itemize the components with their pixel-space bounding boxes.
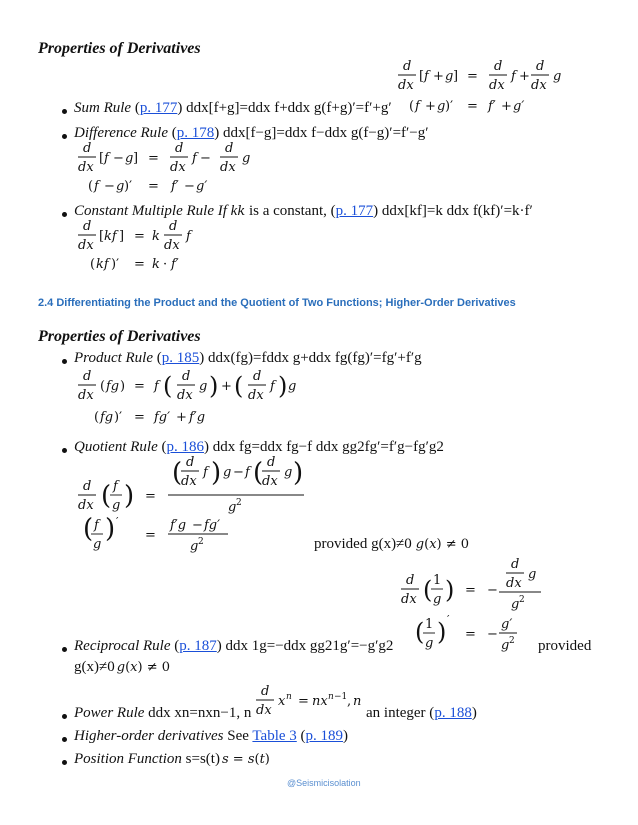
- reciprocal-provided-cont: g(x)≠0 g(x) ≠ 0: [74, 659, 170, 675]
- svg-text:f: f: [94, 518, 99, 533]
- table-3-link[interactable]: Table 3: [252, 728, 297, 744]
- svg-text:=: =: [134, 410, 145, 425]
- difference-rule-item: Difference Rule (p. 178) ddx[f−g]=ddx f−ddx g(f−g)′=f′−g′: [74, 125, 429, 141]
- svg-text:−: −: [487, 627, 498, 642]
- quotient-rule-item: Quotient Rule (p. 186) ddx fg=ddx fg−f ddx gg2fg′=f′g−fg′g2: [74, 439, 444, 455]
- page-link-177[interactable]: p. 177: [139, 100, 178, 116]
- svg-text:d: d: [536, 59, 545, 74]
- svg-text:=: =: [145, 489, 156, 504]
- svg-text:d: d: [169, 219, 178, 234]
- svg-text:−: −: [487, 583, 498, 598]
- difference-rule-formula: [72, 140, 282, 198]
- rule-name: Reciprocal Rule: [74, 638, 171, 654]
- svg-text:−: −: [200, 151, 211, 166]
- svg-text:k: k: [152, 257, 160, 272]
- quotient-rule-formula: [72, 455, 312, 560]
- page-link-178[interactable]: p. 178: [176, 125, 215, 141]
- svg-text:(: (: [415, 618, 425, 646]
- svg-text:dx: dx: [170, 160, 186, 175]
- rule-name: Sum Rule: [74, 100, 132, 116]
- svg-text:): ): [293, 458, 304, 488]
- svg-text:=: =: [134, 229, 145, 244]
- section-heading-1: Properties of Derivatives: [38, 40, 201, 57]
- section-heading-2: Properties of Derivatives: [38, 328, 201, 345]
- svg-text:]: ]: [119, 229, 125, 244]
- svg-text:+: +: [433, 69, 444, 84]
- svg-text:f: f: [415, 99, 420, 114]
- svg-text:f: f: [424, 69, 429, 84]
- svg-text:=: =: [145, 528, 156, 543]
- svg-text:fg: fg: [106, 379, 120, 394]
- svg-text:,: ,: [347, 694, 352, 709]
- svg-text:]: ]: [133, 151, 139, 166]
- svg-text:d: d: [494, 59, 503, 74]
- svg-text:=: =: [148, 179, 159, 194]
- product-rule-formula: [72, 366, 312, 430]
- svg-text:)′: )′: [114, 410, 123, 425]
- svg-text:dx: dx: [248, 388, 264, 403]
- svg-text:dx: dx: [398, 78, 414, 93]
- svg-text:=: =: [134, 257, 145, 272]
- svg-text:fg′: fg′: [154, 410, 171, 425]
- svg-text:g: g: [190, 539, 199, 554]
- svg-text:(: (: [423, 576, 433, 604]
- svg-text:2: 2: [198, 537, 204, 547]
- position-function-item: Position Function s=s(t) s = s(t): [74, 751, 270, 767]
- rule-name: Higher-order derivatives: [74, 728, 224, 744]
- svg-text:1: 1: [433, 573, 442, 588]
- svg-text:=: =: [465, 627, 476, 642]
- svg-text:(: (: [88, 179, 94, 194]
- svg-text:g: g: [501, 638, 510, 653]
- svg-text:g: g: [425, 636, 434, 651]
- svg-text:=: =: [148, 151, 159, 166]
- svg-text:d: d: [83, 219, 92, 234]
- svg-text:−: −: [104, 179, 115, 194]
- higher-order-item: Higher-order derivatives See Table 3 (p. 189): [74, 728, 349, 744]
- svg-text:f′g: f′g: [170, 518, 187, 533]
- rule-text: See: [227, 728, 253, 744]
- svg-text:(: (: [409, 99, 415, 114]
- svg-text:d: d: [406, 573, 415, 588]
- svg-text:f′: f′: [171, 257, 179, 272]
- svg-text:d: d: [83, 479, 92, 494]
- svg-text:n: n: [286, 692, 292, 702]
- reciprocal-provided-word: provided: [538, 638, 592, 654]
- rule-text: ddx[f−g]=ddx f−ddx g(f−g)′=f′−g′: [222, 125, 429, 141]
- svg-text:dx: dx: [401, 592, 417, 607]
- constant-multiple-rule-item: Constant Multiple Rule If kk is a constant, (p. 177) ddx[kf]=k ddx f(kf)′=k·f′: [74, 203, 533, 219]
- svg-text:f: f: [104, 151, 109, 166]
- reciprocal-rule-item: Reciprocal Rule (p. 187) ddx 1g=−ddx gg21g′=−g′g2: [74, 638, 394, 654]
- svg-text:dx: dx: [489, 78, 505, 93]
- svg-text:g: g: [288, 379, 297, 394]
- svg-text:g: g: [228, 500, 237, 515]
- svg-text:(: (: [100, 379, 106, 394]
- power-rule-suffix: an integer (p. 188): [366, 705, 477, 721]
- svg-text:g: g: [93, 537, 102, 552]
- svg-text:d: d: [182, 369, 191, 384]
- rule-name: Power Rule: [74, 705, 145, 721]
- svg-text:): ): [211, 458, 222, 488]
- rule-text: ) ddx[kf]=k ddx f(kf)′=k·f′: [373, 203, 533, 219]
- page-link-187[interactable]: p. 187: [179, 638, 217, 654]
- svg-text:g: g: [125, 151, 134, 166]
- page-link-188[interactable]: p. 188: [434, 705, 472, 721]
- rule-text: ddx fg=ddx fg−f ddx gg2fg′=f′g−fg′g2: [212, 439, 444, 455]
- rule-after: is a constant, (: [245, 203, 336, 219]
- svg-text:dx: dx: [262, 474, 278, 489]
- svg-text:(: (: [163, 372, 173, 400]
- svg-text:dx: dx: [256, 703, 272, 718]
- svg-text:n: n: [353, 694, 362, 709]
- svg-text:): ): [105, 514, 116, 544]
- constant-multiple-formula: [72, 218, 232, 276]
- svg-text:dx: dx: [181, 474, 197, 489]
- svg-text:+: +: [519, 69, 530, 84]
- svg-text:dx: dx: [78, 498, 94, 513]
- svg-text:[: [: [419, 69, 425, 84]
- svg-text:dx: dx: [177, 388, 193, 403]
- svg-text:g: g: [528, 567, 537, 582]
- svg-text:f′g: f′g: [189, 410, 206, 425]
- svg-text:′: ′: [447, 613, 450, 626]
- svg-text:g: g: [112, 498, 121, 513]
- power-rule-formula: [250, 683, 365, 723]
- svg-text:d: d: [225, 141, 234, 156]
- rule-name-suffix: If k: [214, 203, 238, 219]
- rule-text: s=s(t): [185, 751, 220, 767]
- svg-text:=: =: [467, 69, 478, 84]
- svg-text:−1: −1: [334, 692, 348, 702]
- svg-text:g: g: [242, 151, 251, 166]
- product-rule-item: Product Rule (p. 185) ddx(fg)=fddx g+ddx fg(fg)′=fg′+f′g: [74, 350, 422, 366]
- svg-text:g: g: [284, 465, 293, 480]
- svg-text:nx: nx: [312, 694, 328, 709]
- svg-text:2: 2: [236, 498, 242, 508]
- svg-text:dx: dx: [164, 238, 180, 253]
- rule-text: ddx xn=nxn−1, n: [148, 705, 252, 721]
- svg-text:·: ·: [163, 257, 168, 272]
- svg-text:g: g: [199, 379, 208, 394]
- reciprocal-rule-formula: [395, 556, 545, 658]
- watermark: @Seismicisolation: [287, 778, 361, 788]
- section-subheading: 2.4 Differentiating the Product and the Quotient of Two Functions; Higher-Order Derivatives: [38, 297, 516, 309]
- svg-text:): ): [437, 618, 447, 646]
- svg-text:(: (: [83, 514, 94, 544]
- svg-text:g: g: [445, 69, 454, 84]
- svg-text:g′: g′: [196, 179, 208, 194]
- svg-text:f: f: [94, 179, 99, 194]
- svg-text:): ): [209, 372, 219, 400]
- svg-text:(: (: [90, 257, 96, 272]
- svg-text:d: d: [511, 557, 520, 572]
- svg-text:dx: dx: [506, 576, 522, 591]
- svg-text:d: d: [253, 369, 262, 384]
- svg-text:d: d: [83, 141, 92, 156]
- svg-text:)′: )′: [111, 257, 120, 272]
- svg-text:x: x: [278, 694, 286, 709]
- svg-text:f: f: [203, 465, 208, 480]
- svg-text:dx: dx: [78, 238, 94, 253]
- svg-text:(: (: [101, 481, 112, 511]
- svg-text:d: d: [83, 369, 92, 384]
- svg-text:g′: g′: [513, 99, 525, 114]
- svg-text:d: d: [175, 141, 184, 156]
- svg-text:−: −: [233, 465, 244, 480]
- svg-text:g: g: [223, 465, 232, 480]
- svg-text:d: d: [267, 455, 276, 470]
- svg-text:fg′: fg′: [204, 518, 221, 533]
- rule-name: Difference Rule: [74, 125, 168, 141]
- svg-text:1: 1: [425, 617, 434, 632]
- rule-name: Position Function: [74, 751, 182, 767]
- page-link-189[interactable]: p. 189: [305, 728, 344, 744]
- svg-text:d: d: [186, 455, 195, 470]
- svg-text:g: g: [433, 592, 442, 607]
- svg-text:−: −: [192, 518, 203, 533]
- rule-text: ddx[f+g]=ddx f+ddx g(f+g)′=f′+g′: [186, 100, 392, 116]
- svg-text:dx: dx: [220, 160, 236, 175]
- page-link-186[interactable]: p. 186: [166, 439, 204, 455]
- svg-text:f′: f′: [488, 99, 496, 114]
- power-rule-item: [74, 705, 251, 722]
- svg-text:): ): [120, 379, 126, 394]
- svg-text:−: −: [184, 179, 195, 194]
- svg-text:): ): [124, 481, 135, 511]
- svg-text:d: d: [403, 59, 412, 74]
- svg-text:f: f: [270, 379, 275, 394]
- page-link-177b[interactable]: p. 177: [335, 203, 374, 219]
- svg-text:=: =: [298, 694, 309, 709]
- svg-text:k: k: [152, 229, 160, 244]
- svg-text:dx: dx: [78, 160, 94, 175]
- svg-text:g: g: [437, 99, 446, 114]
- svg-text:)′: )′: [124, 179, 133, 194]
- svg-text:2: 2: [519, 595, 525, 605]
- svg-text:=: =: [134, 379, 145, 394]
- svg-text:): ): [278, 372, 288, 400]
- svg-text:kf: kf: [96, 257, 109, 272]
- svg-text:−: −: [113, 151, 124, 166]
- rule-name: Quotient Rule: [74, 439, 158, 455]
- svg-text:(: (: [234, 372, 244, 400]
- svg-text:(: (: [172, 458, 183, 488]
- rule-text: ddx 1g=−ddx gg21g′=−g′g2: [225, 638, 394, 654]
- svg-text:f: f: [511, 69, 516, 84]
- svg-text:f′: f′: [171, 179, 179, 194]
- svg-text:f: f: [186, 229, 191, 244]
- svg-text:d: d: [261, 684, 270, 699]
- sum-rule-item: Sum Rule (p. 177) ddx[f+g]=ddx f+ddx g(f+g)′=f′+g′: [74, 100, 392, 116]
- sum-rule-formula: [395, 58, 595, 118]
- svg-text:+: +: [221, 379, 232, 394]
- svg-text:(: (: [94, 410, 100, 425]
- svg-text:+: +: [425, 99, 436, 114]
- svg-text:dx: dx: [531, 78, 547, 93]
- svg-text:(: (: [253, 458, 264, 488]
- quotient-provided: provided g(x)≠0 g(x) ≠ 0: [314, 536, 470, 552]
- rule-name: Product Rule: [74, 350, 154, 366]
- svg-text:=: =: [465, 583, 476, 598]
- provided-text: provided g(x)≠0: [314, 536, 412, 552]
- svg-text:g: g: [511, 597, 520, 612]
- svg-text:[: [: [99, 151, 105, 166]
- svg-text:f: f: [245, 465, 250, 480]
- svg-text:+: +: [501, 99, 512, 114]
- svg-text:f: f: [154, 379, 159, 394]
- rule-name: Constant Multiple Rule: [74, 203, 214, 219]
- svg-text:]: ]: [453, 69, 459, 84]
- svg-text:kf: kf: [104, 229, 117, 244]
- svg-text:+: +: [176, 410, 187, 425]
- svg-text:2: 2: [509, 636, 515, 646]
- svg-text:=: =: [467, 99, 478, 114]
- svg-text:)′: )′: [445, 99, 454, 114]
- svg-text:f: f: [113, 479, 118, 494]
- svg-text:g: g: [553, 69, 562, 84]
- svg-text:f: f: [192, 151, 197, 166]
- svg-text:g′: g′: [501, 617, 513, 632]
- svg-text:dx: dx: [78, 388, 94, 403]
- svg-text:n: n: [328, 692, 334, 702]
- svg-text:): ): [445, 576, 455, 604]
- svg-text:fg: fg: [100, 410, 114, 425]
- svg-text:g: g: [116, 179, 125, 194]
- page-link-185[interactable]: p. 185: [161, 350, 200, 366]
- rule-text: ddx(fg)=fddx g+ddx fg(fg)′=fg′+f′g: [208, 350, 422, 366]
- svg-text:′: ′: [116, 515, 119, 528]
- svg-text:[: [: [99, 229, 105, 244]
